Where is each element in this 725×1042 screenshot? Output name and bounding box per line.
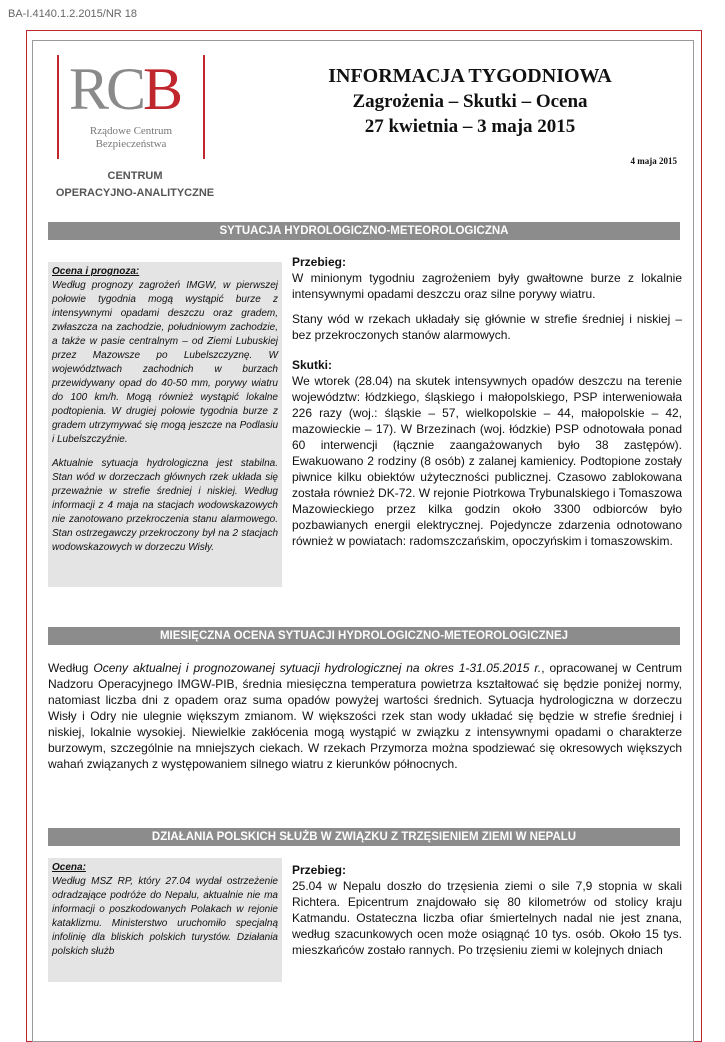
logo-subtitle: Rządowe Centrum Bezpieczeństwa: [89, 125, 173, 150]
paragraph: 25.04 w Nepalu doszło do trzęsienia ziemi o sile 7,9 stopnia w skali Richtera. Epicentrum znajdowało się 80 kilometrów od stolicy kraju Katmandu. Ostateczna liczba ofiar śmiertelnych nadal nie jest znana, według szacunkowych ocen może osiągnąć 10 tys. osób. Około 15 tys. mieszkańców zostało rannych. Po trzęsieniu ziemi w kolejnych dniach: [292, 879, 682, 957]
logo-letters: RCB: [69, 56, 181, 122]
section-banner-nepal: DZIAŁANIA POLSKICH SŁUŻB W ZWIĄZKU Z TRZĘSIENIEM ZIEMI W NEPALU: [48, 828, 680, 846]
paragraph: W minionym tygodniu zagrożeniem były gwałtowne burze z lokalnie intensywnymi opadami deszczu oraz silne porywy wiatru.: [292, 271, 682, 301]
sidebox-assessment: [48, 858, 282, 982]
monthly-assessment-text: Według Oceny aktualnej i prognozowanej sytuacji hydrologicznej na okres 1-31.05.2015 r., opracowanej w Centrum Nadzoru Operacyjnego IMGW-PIB, średnia miesięczna temperatura powietrza kształtować się będzie poniżej normy, natomiast liczba dni z opadem oraz suma opadów powyżej wartości średnich. Sytuacja hydrologiczna w dorzeczu Wisły i Odry nie ulegnie większym zmianom. W większości rzek stan wody układać się będzie w strefie średniej i niskiej, lokalnie wysokiej. Niewielkie zakłócenia mogą wystąpić w związku z intensywnymi opadami o charakterze burzowym, szczególnie na mniejszych ciekach. W rzekach Przymorza można spodziewać się okresowych większych wahań związanych z występowaniem silnego wiatru z kierunków północnych.: [48, 661, 682, 771]
title-line-3: 27 kwietnia – 3 maja 2015: [364, 116, 576, 137]
rcb-logo: [57, 55, 205, 165]
sidebox-heading: Ocena i prognoza:: [52, 266, 140, 277]
department-name: CENTRUM OPERACYJNO-ANALITYCZNE: [55, 170, 215, 199]
page-title: [240, 64, 700, 139]
sidebox-text: Według MSZ RP, który 27.04 wydał ostrzeżenie odradzające podróże do Nepalu, aktualnie nie ma informacji o poszkodowanych Polakach w rejonie kataklizmu. Ministerstwo uruchomiło specjalną infolinię dla bliskich polskich turystów. Działania polskich służb: [52, 876, 278, 957]
section-banner-monthly: MIESIĘCZNA OCENA SYTUACJI HYDROLOGICZNO-METEOROLOGICZNEJ: [48, 627, 680, 645]
title-line-1: INFORMACJA TYGODNIOWA: [328, 65, 612, 87]
heading-przebieg: Przebieg:: [292, 863, 347, 877]
main-column-nepal: [292, 862, 682, 967]
document-reference: BA-I.4140.1.2.2015/NR 18: [8, 8, 138, 20]
heading-przebieg: Przebieg:: [292, 255, 347, 269]
issue-date: 4 maja 2015: [630, 156, 677, 166]
title-line-2: Zagrożenia – Skutki – Ocena: [352, 91, 588, 112]
sidebox-text: Według prognozy zagrożeń IMGW, w pierwszej połowie tygodnia mogą wystąpić burze z intensywnymi opadami deszczu oraz gradem, zwłaszcza na zachodzie, południowym zachodzie, a także w pasie centralnym – od Ziemi Lubuskiej przez Mazowsze po Lubelszczyznę. W województwach zachodnich w burzach przewidywany opad do 40-50 mm, porywy wiatru do 100 km/h. Mogą również wystąpić lokalne podtopienia. W drugiej połowie tygodnia burze z gradem utrzymywać się mogą jeszcze na Podlasiu i Lubelszczyźnie.: [52, 280, 278, 445]
sidebox-text: Aktualnie sytuacja hydrologiczna jest stabilna. Stan wód w dorzeczach głównych rzek układa się przeważnie w strefie średniej i niskiej. Według informacji z 4 maja na stacjach wodowskazowych nie zanotowano przekroczenia stanu alarmowego. Stan ostrzegawczy przekroczony był na 2 stacjach wodowskazowych w dorzeczu Wisły.: [52, 458, 278, 553]
section-banner-hydro: SYTUACJA HYDROLOGICZNO-METEOROLOGICZNA: [48, 222, 680, 240]
paragraph: We wtorek (28.04) na skutek intensywnych opadów deszczu na terenie województw: łódzkiego, śląskiego i małopolskiego, PSP interweniowała 226 razy (woj.: śląskie – 57, wielkopolskie – 44, małopolskie – 42, mazowieckie – 17). W Brzezinach (woj. łódzkie) PSP odnotowała ponad 60 interwencji (łącznie zaangażowanych było 38 zastępów). Ewakuowano 2 rodziny (8 osób) z zalanej kamienicy. Podtopione zostały piwnice kilku obiektów użyteczności publicznej. Czasowo zablokowana została również DK-72. W rejonie Piotrkowa Trybunalskiego i Tomaszowa Mazowieckiego przez kilka godzin około 3300 odbiorców było pozbawianych energii elektrycznej. Pojedyncze zdarzenia odnotowano również w powiatach: radomszczańskim, opoczyńskim i tomaszowskim.: [292, 374, 682, 548]
sidebox-heading: Ocena:: [52, 862, 86, 873]
heading-skutki: Skutki:: [292, 358, 333, 372]
sidebox-forecast: [48, 262, 282, 587]
main-column-hydro: [292, 254, 682, 558]
paragraph: Stany wód w rzekach układały się głównie w strefie średniej i niskiej – bez przekroczonych stanów alarmowych.: [292, 312, 682, 342]
